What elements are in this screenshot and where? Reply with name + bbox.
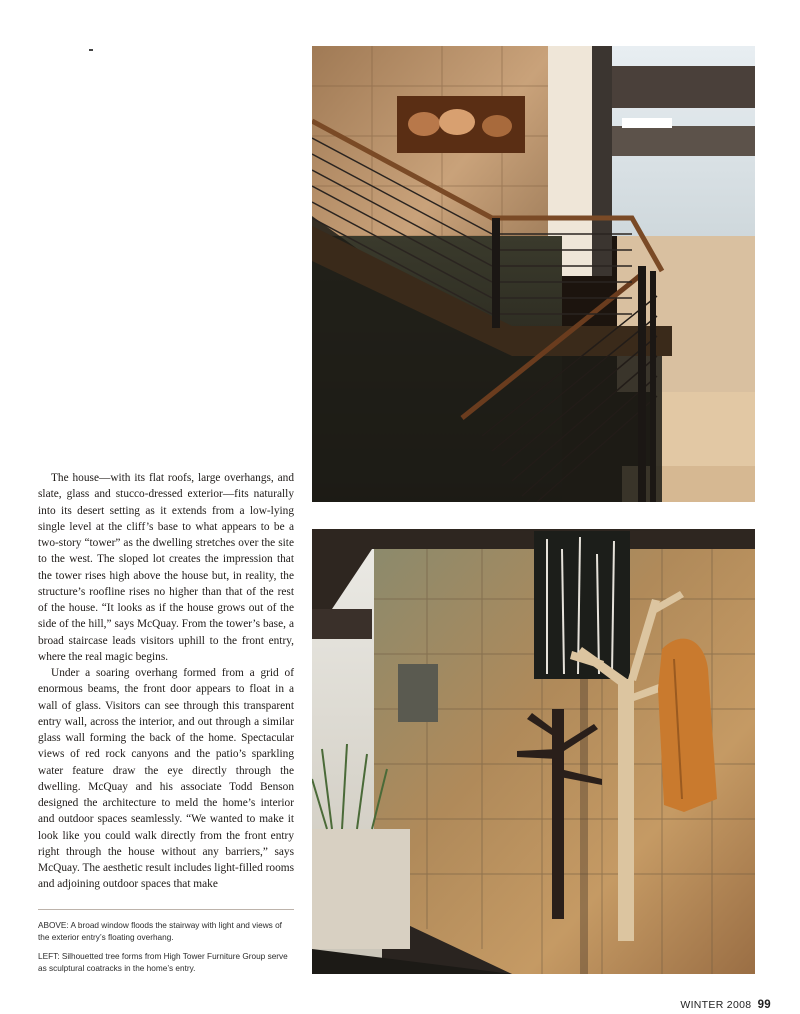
- article-paragraph: Under a soaring overhang formed from a grid of enormous beams, the front door appears to float in a wall of glass. Visitors can see through this transparent entry wall, across the interior, and out through a similar glass wall forming the back of the home. Spectacular views of red rock canyons and the patio’s sparkling water feature draw the eye directly through the dwelling. McQuay and his associate Todd Benson designed the architecture to meld the home’s interior and outdoor spaces seamlessly. “We wanted to make it look like you could walk directly from the front entry right through the house without any barriers,” says McQuay. The aesthetic result includes light-filled rooms and adjoining outdoor spaces that make: [38, 667, 294, 891]
- staircase-illustration: [312, 46, 755, 502]
- page-folio: [680, 999, 771, 1011]
- staircase-photo: [312, 46, 755, 502]
- print-speck: [89, 49, 93, 51]
- entry-coatrack-photo: [312, 529, 755, 974]
- article-body: [38, 470, 294, 893]
- issue-label: WINTER 2008: [680, 999, 752, 1011]
- article-paragraph: The house—with its flat roofs, large overhangs, and slate, glass and stucco-dressed exterior—fits naturally into its desert setting as it extends from a low-lying single level at the cliff’s base to what appears to be a two-story “tower” as the dwelling stretches over the site to the west. The sloped lot creates the impression that the tower rises high above the house but, in reality, the structure’s roofline rises no higher than that of the rest of the house. “It looks as if the house grows out of the side of the hill,” says McQuay. From the tower’s base, a broad staircase leads visitors uphill to the front entry, where the real magic begins.: [38, 472, 294, 663]
- caption-left: LEFT: Silhouetted tree forms from High Tower Furniture Group serve as sculptural coatracks in the home’s entry.: [38, 952, 288, 973]
- caption-above: ABOVE: A broad window floods the stairway with light and views of the exterior entry’s floating overhang.: [38, 921, 282, 942]
- caption-divider: [38, 909, 294, 910]
- page-number: 99: [757, 999, 771, 1011]
- coatrack-illustration: [312, 529, 755, 974]
